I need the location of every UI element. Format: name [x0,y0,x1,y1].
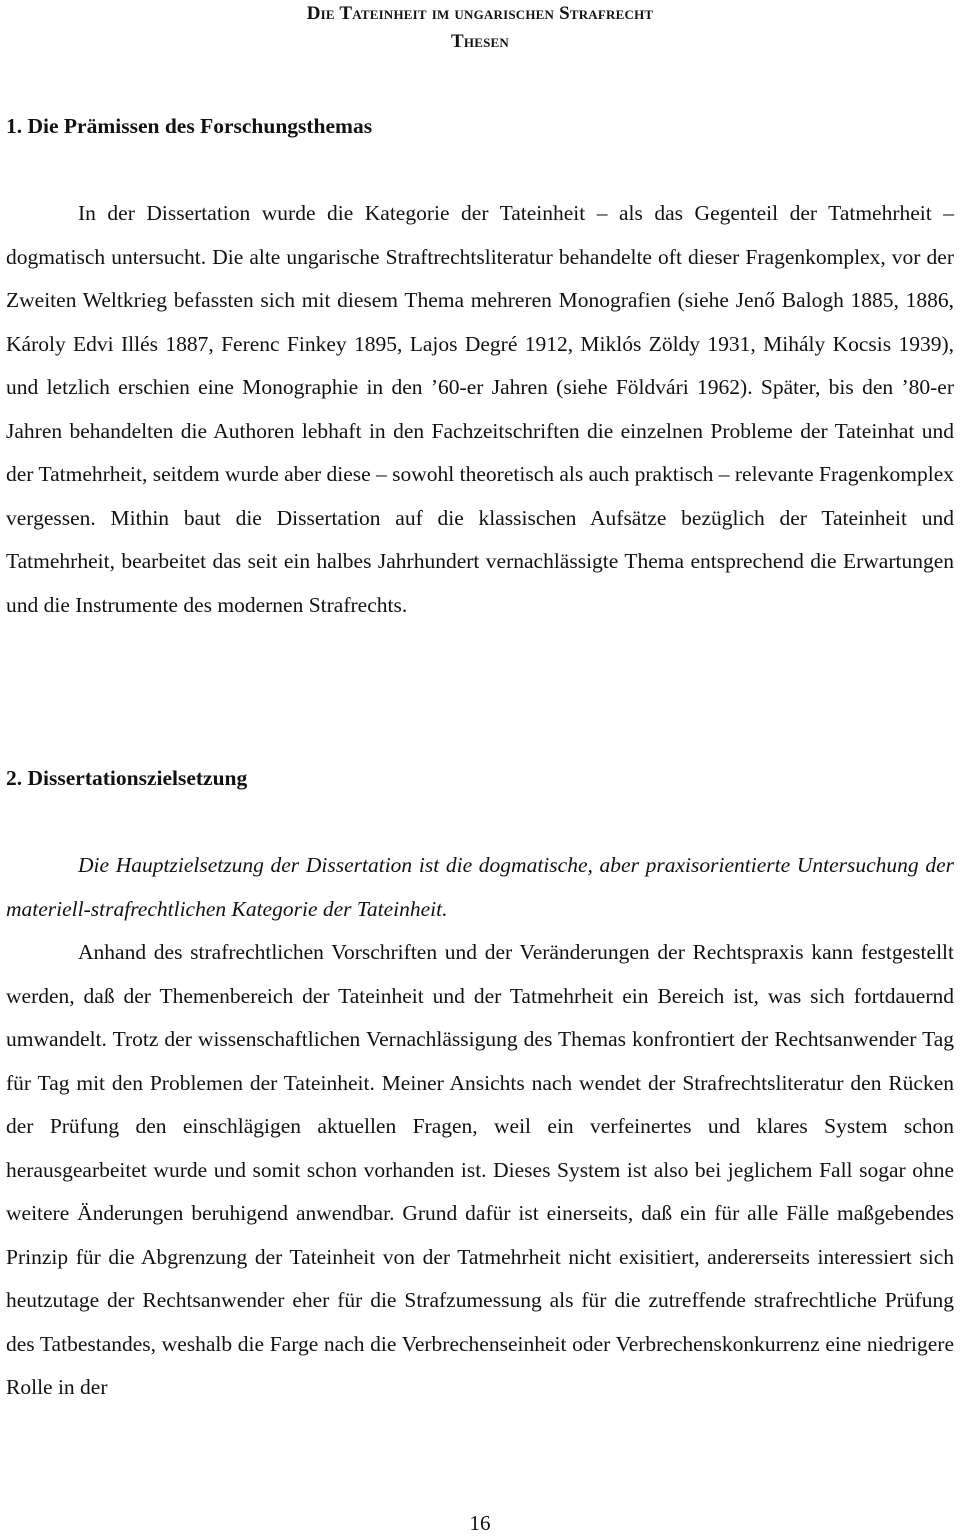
document-title: Die Tateinheit im ungarischen Strafrecht [306,3,654,24]
paragraph-objectives-body: Anhand des strafrechtlichen Vorschriften und der Veränderungen der Rechtspraxis kann festgestellt werden, daß der Themenbereich der Tateinheit und der Tatmehrheit ein Bereich ist, was sich fortdauernd umwandelt. Trotz der wissenschaftlichen Vernachlässigung des Themas konfrontiert der Rechtsanwender Tag für Tag mit den Problemen der Tateinheit. Meiner Ansichts nach wendet der Strafrechtsliteratur den Rücken der Prüfung den einschlägigen aktuellen Fragen, weil ein verfeinertes und klares System schon herausgearbeitet wurde und somit schon vorhanden ist. Dieses System ist also bei jeglichem Fall sogar ohne weitere Änderungen beruhigend anwendbar. Grund dafür ist einerseits, daß ein für alle Fälle maßgebendes Prinzip für die Abgrenzung der Tateinheit von der Tatmehrheit nicht exisitiert, andererseits interessiert sich heutzutage der Rechtsanwender eher für die Strafzumessung als für die zutreffende strafrechtliche Prüfung des Tatbestandes, weshalb die Farge nach die Verbrechenseinheit oder Verbrechenskonkurrenz eine niedrigere Rolle in der [6,940,954,1399]
section-heading-objectives: 2. Dissertationszielsetzung [6,766,248,790]
paragraph-main-objective: Die Hauptzielsetzung der Dissertation ist die dogmatische, aber praxisorientierte Untersuchung der materiell-strafrechtlichen Kategorie der Tateinheit. [6,853,954,921]
page-number: 16 [469,1511,491,1535]
section-heading-premises: 1. Die Prämissen des Forschungsthemas [6,114,373,138]
paragraph-premises: In der Dissertation wurde die Kategorie der Tateinheit – als das Gegenteil der Tatmehrheit – dogmatisch untersucht. Die alte ungarische Straftrechtsliteratur behandelte oft dieser Fragenkomplex, vor der Zweiten Weltkrieg befassten sich mit diesem Thema mehreren Monografien (siehe Jenő Balogh 1885, 1886, Károly Edvi Illés 1887, Ferenc Finkey 1895, Lajos Degré 1912, Miklós Zöldy 1931, Mihály Kocsis 1939), und letzlich erschien eine Monographie in den ’60-er Jahren (siehe Földvári 1962). Später, bis den ’80-er Jahren behandelten die Authoren lebhaft in den Fachzeitschriften die einzelnen Probleme der Tateinhat und der Tatmehrheit, seitdem wurde aber diese – sowohl theoretisch als auch praktisch – relevante Fragenkomplex vergessen. Mithin baut die Dissertation auf die klassischen Aufsätze bezüglich der Tateinheit und Tatmehrheit, bearbeitet das seit ein halbes Jahrhundert vernachlässigte Thema entsprechend die Erwartungen und die Instrumente des modernen Strafrechts. [6,201,954,617]
document-subtitle: Thesen [451,31,509,52]
